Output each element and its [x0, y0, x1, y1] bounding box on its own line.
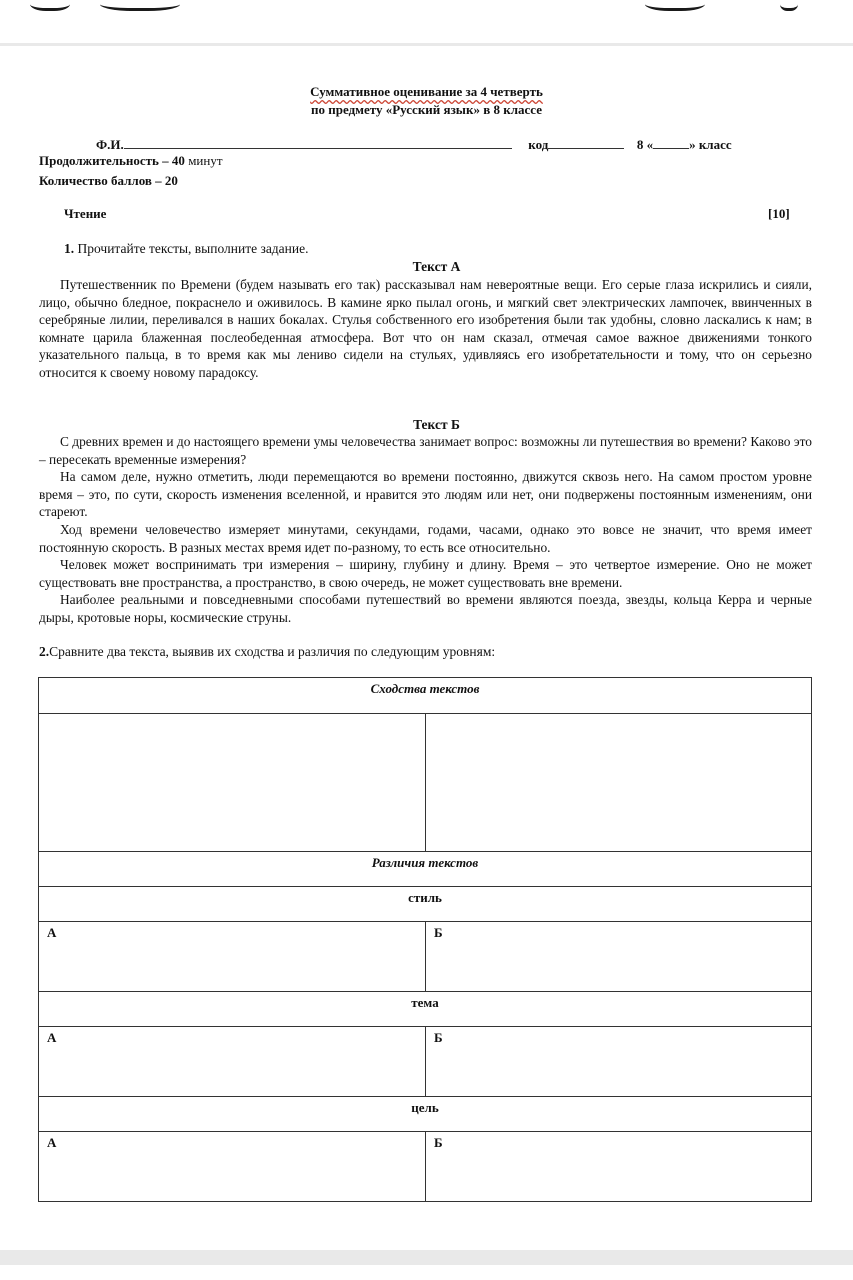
text-b-paragraph: На самом деле, нужно отметить, люди перемещаются во времени постоянно, движутся сквозь него. На самом простом уровне время – это, по сути, скорость изменения вселенной, и нравится это людям или нет, они подвержены постоянным изменениям, они стареют.: [39, 469, 812, 520]
text-a-paragraph: Путешественник по Времени (будем называть его так) рассказывал нам невероятные вещи. Его серые глаза искрились и сияли, лицо, обычно бледное, покраснело и оживилось. В камине ярко пылал огонь, и мягкий свет электрических лампочек, ввинченных в серебряные лилии, переливался в наших бокалах. Стулья собственного его изобретения были так удобны, словно ласкались к нам; в комнате царила блаженная послеобеденная атмосфера. Вот что он нам сказал, отмечая самое важное движениями тонкого указательного пальца, в то время как мы лениво сидели на стульях, удивляясь его изобретательности и тому, что он серьезно относится к своему новому парадоксу.: [39, 277, 812, 380]
class-prefix: 8 «: [636, 137, 654, 152]
next-page-fragment: [0, 1265, 853, 1280]
level-style-header: стиль: [39, 887, 812, 922]
handwriting-fragment: [100, 0, 180, 11]
style-cell-a[interactable]: А: [39, 922, 426, 992]
class-suffix: » класс: [689, 137, 732, 152]
similarities-cell-right[interactable]: [426, 714, 812, 852]
code-label: код: [528, 137, 549, 152]
section-score: [10]: [768, 206, 790, 221]
document-title-line1: Суммативное оценивание за 4 четверть: [310, 84, 543, 99]
duration-info: Продолжительность – 40 минут: [39, 153, 223, 168]
points-info: Количество баллов – 20: [39, 173, 178, 188]
theme-cell-a[interactable]: А: [39, 1027, 426, 1097]
level-theme-header: тема: [39, 992, 812, 1027]
task2-instruction: 2.Сравните два текста, выявив их сходства и различия по следующим уровням:: [39, 644, 496, 659]
text-b-paragraph: Человек может воспринимать три измерения – ширину, глубину и длину. Время – это четвертое измерение. Оно не может существовать вне пространства, а пространство, в свою очередь, не может существовать вне времени.: [39, 557, 812, 590]
student-fields-row: [96, 137, 732, 153]
text-b-title: Текст Б: [413, 417, 460, 432]
class-blank-line[interactable]: [653, 138, 689, 149]
differences-header: Различия текстов: [39, 852, 812, 887]
handwriting-fragment: [645, 0, 705, 11]
level-goal-header: цель: [39, 1097, 812, 1132]
text-b-paragraph: Ход времени человечество измеряет минутами, секундами, годами, часами, однако это вовсе не значит, что время имеет постоянную скорость. В разных местах время идет по-разному, то есть все относительно.: [39, 522, 812, 555]
style-cell-b[interactable]: Б: [426, 922, 812, 992]
theme-cell-b[interactable]: Б: [426, 1027, 812, 1097]
document-title-line2: по предмету «Русский язык» в 8 классе: [311, 102, 542, 117]
fio-label: Ф.И.: [96, 137, 124, 152]
previous-page-fragment: [0, 0, 853, 43]
document-page: [0, 46, 853, 1250]
comparison-table: [38, 677, 812, 1202]
similarities-cell-left[interactable]: [39, 714, 426, 852]
goal-cell-b[interactable]: Б: [426, 1132, 812, 1202]
code-blank-line[interactable]: [548, 138, 624, 149]
goal-cell-a[interactable]: А: [39, 1132, 426, 1202]
handwriting-fragment: [30, 0, 70, 11]
fio-blank-line[interactable]: [124, 138, 512, 149]
text-b-paragraph: Наиболее реальными и повседневными способами путешествий во времени являются поезда, звезды, кольца Керра и черные дыры, кротовые норы, космические струны.: [39, 592, 812, 625]
handwriting-fragment: [780, 0, 798, 11]
similarities-header: Сходства текстов: [39, 678, 812, 714]
text-a-title: Текст А: [412, 259, 461, 274]
section-name: Чтение: [64, 206, 107, 221]
text-b-paragraph: С древних времен и до настоящего времени умы человечества занимает вопрос: возможны ли путешествия во времени? Каково это – пересекать временные измерения?: [39, 434, 812, 467]
task1-instruction: 1. Прочитайте тексты, выполните задание.: [64, 241, 309, 256]
